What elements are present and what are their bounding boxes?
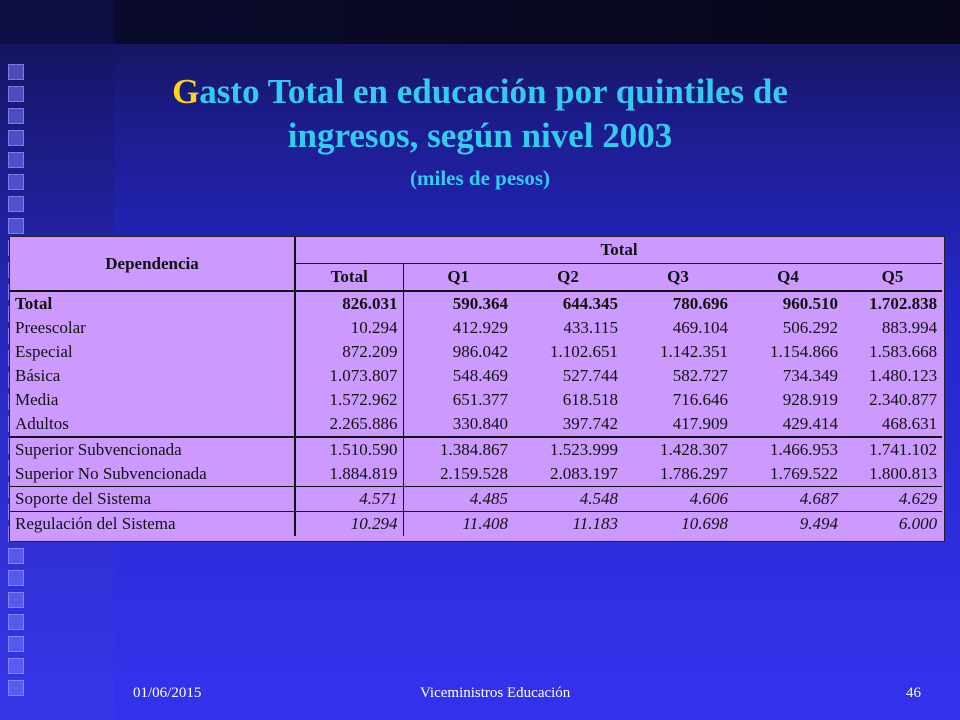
slide-subtitle: (miles de pesos) <box>410 166 550 190</box>
table-cell: 1.702.838 <box>869 294 938 313</box>
table-cell: 469.104 <box>672 318 728 337</box>
column-header: Q5 <box>843 264 942 292</box>
table-cell: 397.742 <box>562 414 618 433</box>
table-cell: 1.428.307 <box>623 437 733 462</box>
table-cell: 412.929 <box>403 316 513 340</box>
table-row <box>10 487 942 512</box>
table-cell: 1.800.813 <box>869 464 938 483</box>
table-cell: 872.209 <box>295 340 403 364</box>
table-cell: 4.571 <box>295 487 403 512</box>
corner-header: Dependencia <box>10 237 295 291</box>
table-row <box>10 364 942 388</box>
table-cell: 618.518 <box>562 390 618 409</box>
table-cell: 330.840 <box>403 412 513 437</box>
table-cell: 11.183 <box>513 512 623 537</box>
row-label: Preescolar <box>15 318 86 337</box>
row-label: Superior Subvencionada <box>10 437 295 462</box>
title-first-letter: G <box>172 72 200 111</box>
column-header: Total <box>295 264 403 292</box>
table-cell: 10.698 <box>623 512 733 537</box>
table-cell: 590.364 <box>403 291 513 316</box>
table-cell: 527.744 <box>562 366 618 385</box>
table-cell: 986.042 <box>403 340 513 364</box>
table-cell: 780.696 <box>672 294 728 313</box>
row-label: Superior No Subvencionada <box>15 464 207 483</box>
column-header: Q2 <box>513 264 623 292</box>
table-cell: 1.884.819 <box>295 462 403 487</box>
table-cell: 644.345 <box>562 294 618 313</box>
table-cell: 10.294 <box>295 316 403 340</box>
table-cell: 417.909 <box>672 414 728 433</box>
table-cell: 9.494 <box>733 512 843 537</box>
table-cell: 1.583.668 <box>869 342 938 361</box>
table-cell: 10.294 <box>295 512 403 537</box>
table-cell: 1.769.522 <box>770 464 838 483</box>
top-band <box>0 0 960 44</box>
table-cell: 582.727 <box>672 366 728 385</box>
group-header: Total <box>295 237 942 264</box>
table-cell: 506.292 <box>782 318 838 337</box>
table-cell: 11.408 <box>403 512 513 537</box>
table-cell: 468.631 <box>881 414 938 433</box>
column-header: Q1 <box>403 264 513 292</box>
table-cell: 651.377 <box>403 388 513 412</box>
table-cell: 2.265.886 <box>295 412 403 437</box>
table-row <box>10 316 942 340</box>
row-label: Regulación del Sistema <box>10 512 295 537</box>
column-header: Q4 <box>733 264 843 292</box>
table-cell: 1.466.953 <box>733 437 843 462</box>
row-label: Adultos <box>15 414 69 433</box>
table-cell: 4.687 <box>733 487 843 512</box>
table-cell: 716.646 <box>672 390 728 409</box>
table-cell: 826.031 <box>295 291 403 316</box>
footer-date: 01/06/2015 <box>133 685 202 701</box>
table-cell: 1.142.351 <box>660 342 728 361</box>
table-cell: 1.786.297 <box>660 464 728 483</box>
table-cell: 429.414 <box>782 414 838 433</box>
table-row <box>10 340 942 364</box>
row-label: Especial <box>15 342 73 361</box>
column-header: Q3 <box>623 264 733 292</box>
title-line2: ingresos, según nivel 2003 <box>287 116 673 155</box>
table-cell: 4.629 <box>843 487 942 512</box>
slide-title <box>0 70 960 158</box>
data-table-container <box>9 236 945 542</box>
table-cell: 6.000 <box>843 512 942 537</box>
table-cell: 883.994 <box>881 318 938 337</box>
row-label: Total <box>15 294 53 313</box>
table-row <box>10 291 942 316</box>
title-line1: asto Total en educación por quintiles de <box>199 72 788 111</box>
table-cell: 1.480.123 <box>869 366 938 385</box>
table-cell: 1.510.590 <box>295 437 403 462</box>
table-cell: 928.919 <box>782 390 838 409</box>
table-cell: 1.572.962 <box>295 388 403 412</box>
table-cell: 548.469 <box>403 364 513 388</box>
data-table <box>10 237 942 536</box>
table-cell: 1.073.807 <box>295 364 403 388</box>
table-cell: 4.548 <box>513 487 623 512</box>
table-row <box>10 388 942 412</box>
table-cell: 2.159.528 <box>403 462 513 487</box>
table-cell: 960.510 <box>782 294 838 313</box>
table-row <box>10 512 942 537</box>
footer-center-text: Viceministros Educación <box>420 685 571 701</box>
table-row <box>10 412 942 437</box>
table-cell: 2.340.877 <box>869 390 938 409</box>
table-row <box>10 437 942 462</box>
row-label: Básica <box>15 366 61 385</box>
table-cell: 2.083.197 <box>550 464 618 483</box>
row-label: Media <box>15 390 59 409</box>
footer-page-number: 46 <box>906 685 921 701</box>
table-cell: 433.115 <box>563 318 618 337</box>
table-cell: 1.384.867 <box>403 437 513 462</box>
table-cell: 4.606 <box>623 487 733 512</box>
table-cell: 1.154.866 <box>770 342 838 361</box>
table-cell: 734.349 <box>782 366 838 385</box>
table-row <box>10 462 942 487</box>
table-cell: 1.523.999 <box>513 437 623 462</box>
row-label: Soporte del Sistema <box>10 487 295 512</box>
table-cell: 4.485 <box>403 487 513 512</box>
table-cell: 1.102.651 <box>550 342 618 361</box>
table-cell: 1.741.102 <box>843 437 942 462</box>
